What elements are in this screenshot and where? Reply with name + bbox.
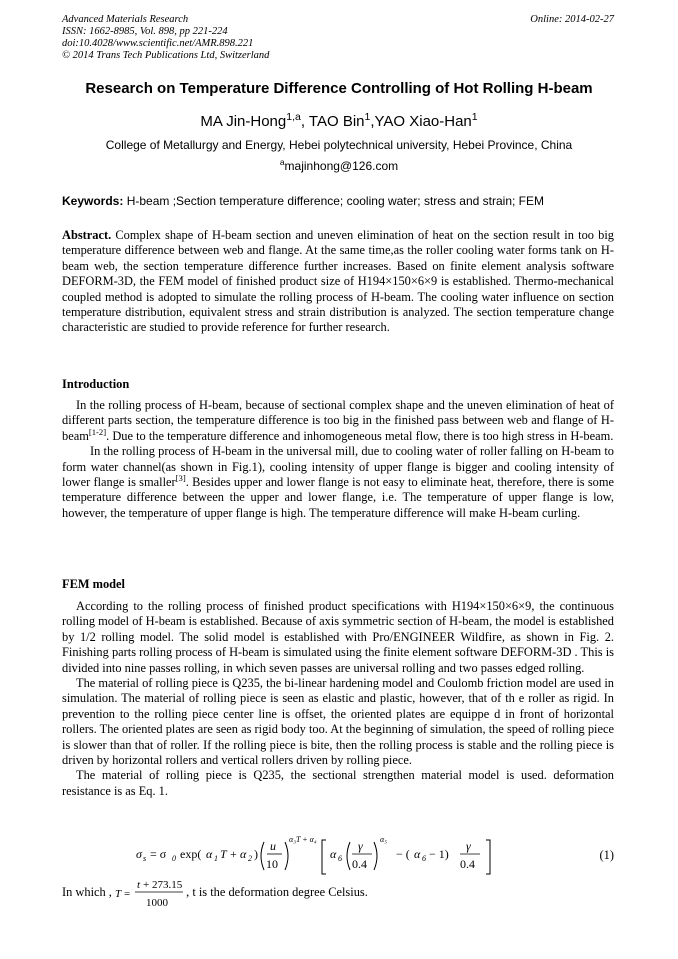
svg-text:γ: γ xyxy=(358,839,363,853)
equation-1-number: (1) xyxy=(599,848,614,862)
author-1: MA Jin-Hong xyxy=(200,113,287,130)
svg-text:σ: σ xyxy=(136,847,142,861)
svg-text:+ 273.15: + 273.15 xyxy=(143,879,183,891)
svg-text:6: 6 xyxy=(422,854,426,863)
svg-text:t: t xyxy=(137,879,141,891)
svg-text:2: 2 xyxy=(248,854,252,863)
intro-paragraph-2 xyxy=(62,444,614,521)
intro-p1-text: In the rolling process of H-beam, because of sectional complex shape and the uneven elimination of heat of different parts section, the temperature difference is too big in the finished pass between web and flange of H-beam xyxy=(62,398,614,443)
keywords-label: Keywords: xyxy=(62,194,124,208)
introduction-body xyxy=(62,398,614,521)
svg-text:0.4: 0.4 xyxy=(352,857,367,871)
abstract xyxy=(62,228,614,336)
intro-paragraph-1 xyxy=(62,398,614,444)
svg-text:− 1): − 1) xyxy=(429,847,449,861)
svg-text:exp(: exp( xyxy=(180,847,202,861)
intro-p2-text: In the rolling process of H-beam in the universal mill, due to cooling water of roller falling on H-beam to form water channel(as shown in Fig.1), cooling intensity of upper flange is bigger and cooling intensity of lower flange is smaller xyxy=(62,444,614,490)
fem-paragraph-2: The material of rolling piece is Q235, the bi-linear hardening model and Coulomb friction model are used in simulation. The material of rolling piece is seen as elastic and plastic, however, that of th e roller as rigid. In prevention to the rolling piece center line is offset, the oriented plates are equippe d in front of horizontal rollers. The oriented plates are seen as rigid body too. At the beginning of simulation, the speed of rolling piece is slower than that of roller. If the rolling piece is bite, then the rolling process is stable and the rolling piece is driven by horizontal rollers and vertical rollers driven by rolling piece. xyxy=(62,676,614,768)
abstract-label: Abstract. xyxy=(62,228,112,242)
equation-1 xyxy=(130,832,614,876)
svg-text:): ) xyxy=(254,847,258,861)
author-2-affil: 1 xyxy=(364,111,371,123)
email-sup: a xyxy=(279,157,285,167)
svg-text:6: 6 xyxy=(338,854,342,863)
svg-text:α: α xyxy=(240,847,247,861)
svg-text:1000: 1000 xyxy=(146,897,169,909)
equation-1-definition xyxy=(62,876,368,910)
issn-line: ISSN: 1662-8985, Vol. 898, pp 221-224 xyxy=(62,26,228,37)
svg-text:T: T xyxy=(220,847,227,861)
journal-name: Advanced Materials Research xyxy=(62,14,189,25)
author-3: ,YAO Xiao-Han xyxy=(370,113,472,130)
author-1-affil: 1,a xyxy=(286,111,301,123)
paper-title: Research on Temperature Difference Controlling of Hot Rolling H-beam xyxy=(85,80,593,97)
email-address[interactable]: majinhong@126.com xyxy=(284,159,399,173)
svg-text:α: α xyxy=(414,847,421,861)
svg-text:T: T xyxy=(115,888,122,900)
author-list xyxy=(0,113,678,130)
svg-text:γ: γ xyxy=(466,839,471,853)
citation-3: [3] xyxy=(175,472,186,483)
equation-1-formula xyxy=(130,832,560,876)
keywords-text: H-beam ;Section temperature difference; cooling water; stress and strain; FEM xyxy=(123,194,544,208)
svg-text:+: + xyxy=(230,847,237,861)
which-prefix: In which , xyxy=(62,884,112,899)
svg-text:α: α xyxy=(206,847,213,861)
affiliation: College of Metallurgy and Energy, Hebei polytechnical university, Hebei Province, China xyxy=(105,138,573,152)
keywords xyxy=(62,194,614,208)
svg-text:u: u xyxy=(270,839,276,853)
doi-line: doi:10.4028/www.scientific.net/AMR.898.221 xyxy=(62,38,254,49)
copyright-line: © 2014 Trans Tech Publications Ltd, Switzerland xyxy=(62,50,270,61)
temperature-formula xyxy=(115,876,183,910)
svg-text:10: 10 xyxy=(266,857,278,871)
svg-text:α: α xyxy=(330,847,337,861)
online-date: Online: 2014-02-27 xyxy=(530,14,614,25)
fem-paragraph-1: According to the rolling process of finished product specifications with H194×150×6×9, the continuous rolling model of H-beam is established. Because of axis symmetric section of H-beam, the model is established by 1/2 rolling model. The solid model is established with Pro/ENGINEER Wildfire, as shown in Fig. 2. Finishing parts rolling process of H-beam is simulated using the finite element software DEFORM-3D . This is divided into nine passes rolling, in which seven passes are universal rolling and two passes edged rolling. xyxy=(62,599,614,675)
intro-p1-text-end: . Due to the temperature difference and inhomogeneous metal flow, there is too high stress in H-beam. xyxy=(106,428,614,443)
which-suffix: , t is the deformation degree Celsius. xyxy=(186,884,368,899)
svg-text:s: s xyxy=(143,854,147,863)
svg-text:0.4: 0.4 xyxy=(460,857,475,871)
citation-1-2: [1-2] xyxy=(88,426,107,437)
fem-body xyxy=(62,599,614,799)
author-email xyxy=(0,159,678,173)
introduction-heading: Introduction xyxy=(62,377,130,391)
journal-header xyxy=(62,14,614,62)
svg-text:− (: − ( xyxy=(396,847,410,861)
svg-text:α₃T + α₄: α₃T + α₄ xyxy=(289,835,317,844)
svg-text:α₅: α₅ xyxy=(380,835,387,844)
author-3-affil: 1 xyxy=(471,111,478,123)
author-2: , TAO Bin xyxy=(300,113,365,130)
svg-text:= σ: = σ xyxy=(150,847,167,861)
svg-text:0: 0 xyxy=(172,854,176,863)
abstract-text: Complex shape of H-beam section and uneven elimination of heat on the section result in too big temperature difference between web and flange. At the same time,as the roller cooling water forms tank on H-beam web, the section temperature difference further increases. Based on finite element analysis software DEFORM-3D, the FEM model of finished product size of H194×150×6×9 is established. Thermo-mechanical coupled method is adopted to simulate the rolling process of H-beam. The cooling water influence on section temperature distribution, equivalent stress and strain distribution is analyzed. The section temperature change characteristic are studied to provide reference for further research. xyxy=(62,228,614,335)
intro-p2-text-end: . Besides upper and lower flange is not easy to eliminate heat, therefore, there is some temperature difference between the upper and lower flange, i.e. The temperature of upper flange is low, however, the temperature of upper flange is high. The temperature difference will make H-beam curling. xyxy=(62,475,614,520)
fem-paragraph-3: The material of rolling piece is Q235, the sectional strengthen material model is used. deformation resistance is as Eq. 1. xyxy=(62,768,614,798)
fem-heading: FEM model xyxy=(62,577,125,591)
svg-text:1: 1 xyxy=(214,854,218,863)
svg-text:=: = xyxy=(124,888,131,900)
